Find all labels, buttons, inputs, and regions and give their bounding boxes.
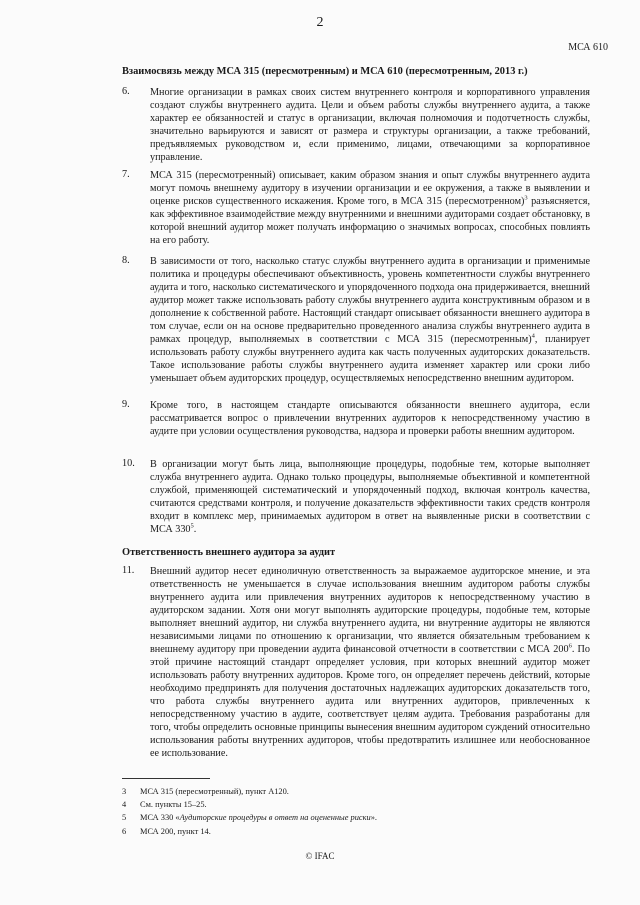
footnote-text: См. пункты 15–25.	[140, 800, 207, 809]
footnote-separator	[122, 778, 210, 779]
paragraph-number: 7.	[122, 169, 130, 180]
paragraph-11	[122, 565, 590, 760]
paragraph-number: 9.	[122, 399, 130, 410]
paragraph-7	[122, 169, 590, 247]
section-heading-relationship: Взаимосвязь между МСА 315 (пересмотренным) и МСА 610 (пересмотренным, 2013 г.)	[122, 66, 528, 77]
footnote-ref: 5	[190, 522, 194, 530]
paragraph-text: Многие организации в рамках своих систем внутреннего контроля и корпоративного управления создают службы внутреннего аудита. Цели и объем работы службы внутреннего аудита, а также характер ее обязанностей и статус в организации, включая полномочия и подотчетность службы, значительно варьируются и зависят от размера и структуры организации, а также требований, предъявляемых руководством и, если применимо, лицами, отвечающими за корпоративное управление.	[150, 87, 590, 163]
footnote-ref: 4	[531, 332, 535, 340]
paragraph-10	[122, 458, 590, 536]
paragraph-text-part: разъясняется, как эффективное взаимодействие между внутренними и внешними аудиторами создает обстановку, в которой внешний аудитор может получать информацию о значимых вопросах, способных повлиять на его работу.	[150, 196, 591, 246]
page-number: 2	[316, 15, 324, 30]
paragraph-text-part: . По этой причине настоящий стандарт определяет условия, при которых внешний аудитор может использовать работу внутренних аудиторов. Кроме того, он определяет перечень действий, которые необходимо предпринять для получения достаточных надлежащих аудиторских доказательств того, что работа службы внутреннего аудита или внутренних аудиторов, привлеченных к непосредственному участию в аудите, соответствует целям аудита. Требования разработаны для того, чтобы определить основные принципы вынесения внешним аудитором суждений относительно использования работы внутренних аудиторов, чтобы предотвратить излишнее или необоснованное ее использование.	[150, 644, 590, 759]
copyright: © IFAC	[305, 851, 335, 861]
paragraph-text: Кроме того, в настоящем стандарте описываются обязанности внешнего аудитора, если рассматривается вопрос о привлечении внутренних аудиторов к непосредственному участию в аудите при условии осуществления руководства, надзора и проверки работы внешним аудитором.	[150, 400, 590, 437]
paragraph-text	[150, 169, 590, 247]
document-code: МСА 610	[568, 42, 608, 53]
paragraph-text	[150, 565, 590, 760]
paragraph-6	[122, 86, 590, 164]
footnote-6	[122, 827, 211, 836]
paragraph-9	[122, 399, 590, 438]
footnote-4	[122, 800, 207, 809]
footnote-text	[140, 813, 377, 822]
section-heading-responsibility: Ответственность внешнего аудитора за аудит	[122, 547, 336, 558]
footnote-ref: 3	[524, 194, 528, 202]
paragraph-8	[122, 255, 590, 385]
paragraph-text	[150, 458, 590, 536]
footnote-text-part: МСА 330 «	[140, 813, 180, 822]
footnote-italic-title: Аудиторские процедуры в ответ на оцененные риски	[179, 813, 371, 822]
footnote-number: 5	[122, 813, 127, 822]
paragraph-number: 8.	[122, 255, 130, 266]
footnote-text: МСА 315 (пересмотренный), пункт A120.	[140, 787, 289, 796]
paragraph-text-part: В зависимости от того, насколько статус службы внутреннего аудита в организации и применимые политика и процедуры обеспечивают объективность, уровень компетентности службы внутреннего аудита и того, насколько систематического и упорядоченного подхода она придерживается, внешний аудитор может также использовать работу службы внутреннего аудита конструктивным образом и в дополнение к собственной работе. Настоящий стандарт описывает обязанности внешнего аудитора в том случае, если он на основе предварительно проведенного анализа службы внутреннего аудита в рамках процедур, выполняемых в соответствии с МСА 315 (пересмотренным)	[150, 256, 590, 345]
paragraph-number: 10.	[122, 458, 135, 469]
paragraph-number: 6.	[122, 86, 130, 97]
footnote-number: 4	[122, 800, 127, 809]
footnote-number: 6	[122, 827, 127, 836]
footnote-ref: 6	[568, 642, 572, 650]
paragraph-text-part: , планирует использовать работу службы внутреннего аудита как часть полученных аудиторских доказательств. Такое использование работы службы внутреннего аудита изменяет характер или сроки либо уменьшает объем аудиторских процедур, осуществляемых непосредственно внешним аудитором.	[150, 334, 590, 384]
paragraph-number: 11.	[122, 565, 135, 576]
footnote-5	[122, 813, 377, 822]
footnote-number: 3	[122, 787, 127, 796]
paragraph-text-part: МСА 315 (пересмотренный) описывает, каким образом знания и опыт службы внутреннего аудита могут помочь внешнему аудитору в изучении организации и ее окружения, а также в выявлении и оценке рисков существенного искажения. Кроме того, в МСА 315 (пересмотренном)	[150, 170, 590, 207]
footnote-text: МСА 200, пункт 14.	[140, 827, 211, 836]
paragraph-text-part: .	[193, 524, 197, 535]
footnote-3	[122, 787, 289, 796]
footnote-text-part: ».	[370, 813, 378, 822]
paragraph-text-part: В организации могут быть лица, выполняющие процедуры, подобные тем, которые выполняет служба внутреннего аудита. Однако только процедуры, выполняемые объективной и компетентной службой, применяющей систематический и упорядоченный подход, включая контроль качества, считаются средствами контроля, и получение доказательств эффективности таких средств контроля входит в комплекс мер, принимаемых аудитором в ответ на выявленные риски в соответствии с МСА 330	[150, 459, 590, 535]
paragraph-text-part: Внешний аудитор несет единоличную ответственность за выражаемое аудиторское мнение, и эта ответственность не уменьшается в случае использования внешним аудитором работы службы внутреннего аудита или привлечения внутренних аудиторов к непосредственному участию в аудиторском задании. Хотя они могут выполнять аудиторские процедуры, подобные тем, которые выполняет внешний аудитор, ни служба внутреннего аудита, ни внутренние аудиторы не являются независимыми лицами по отношению к организации, что является обязательным требованием к внешнему аудитору при проведении аудита финансовой отчетности в соответствии с МСА 200	[150, 566, 590, 655]
paragraph-text	[150, 255, 590, 385]
